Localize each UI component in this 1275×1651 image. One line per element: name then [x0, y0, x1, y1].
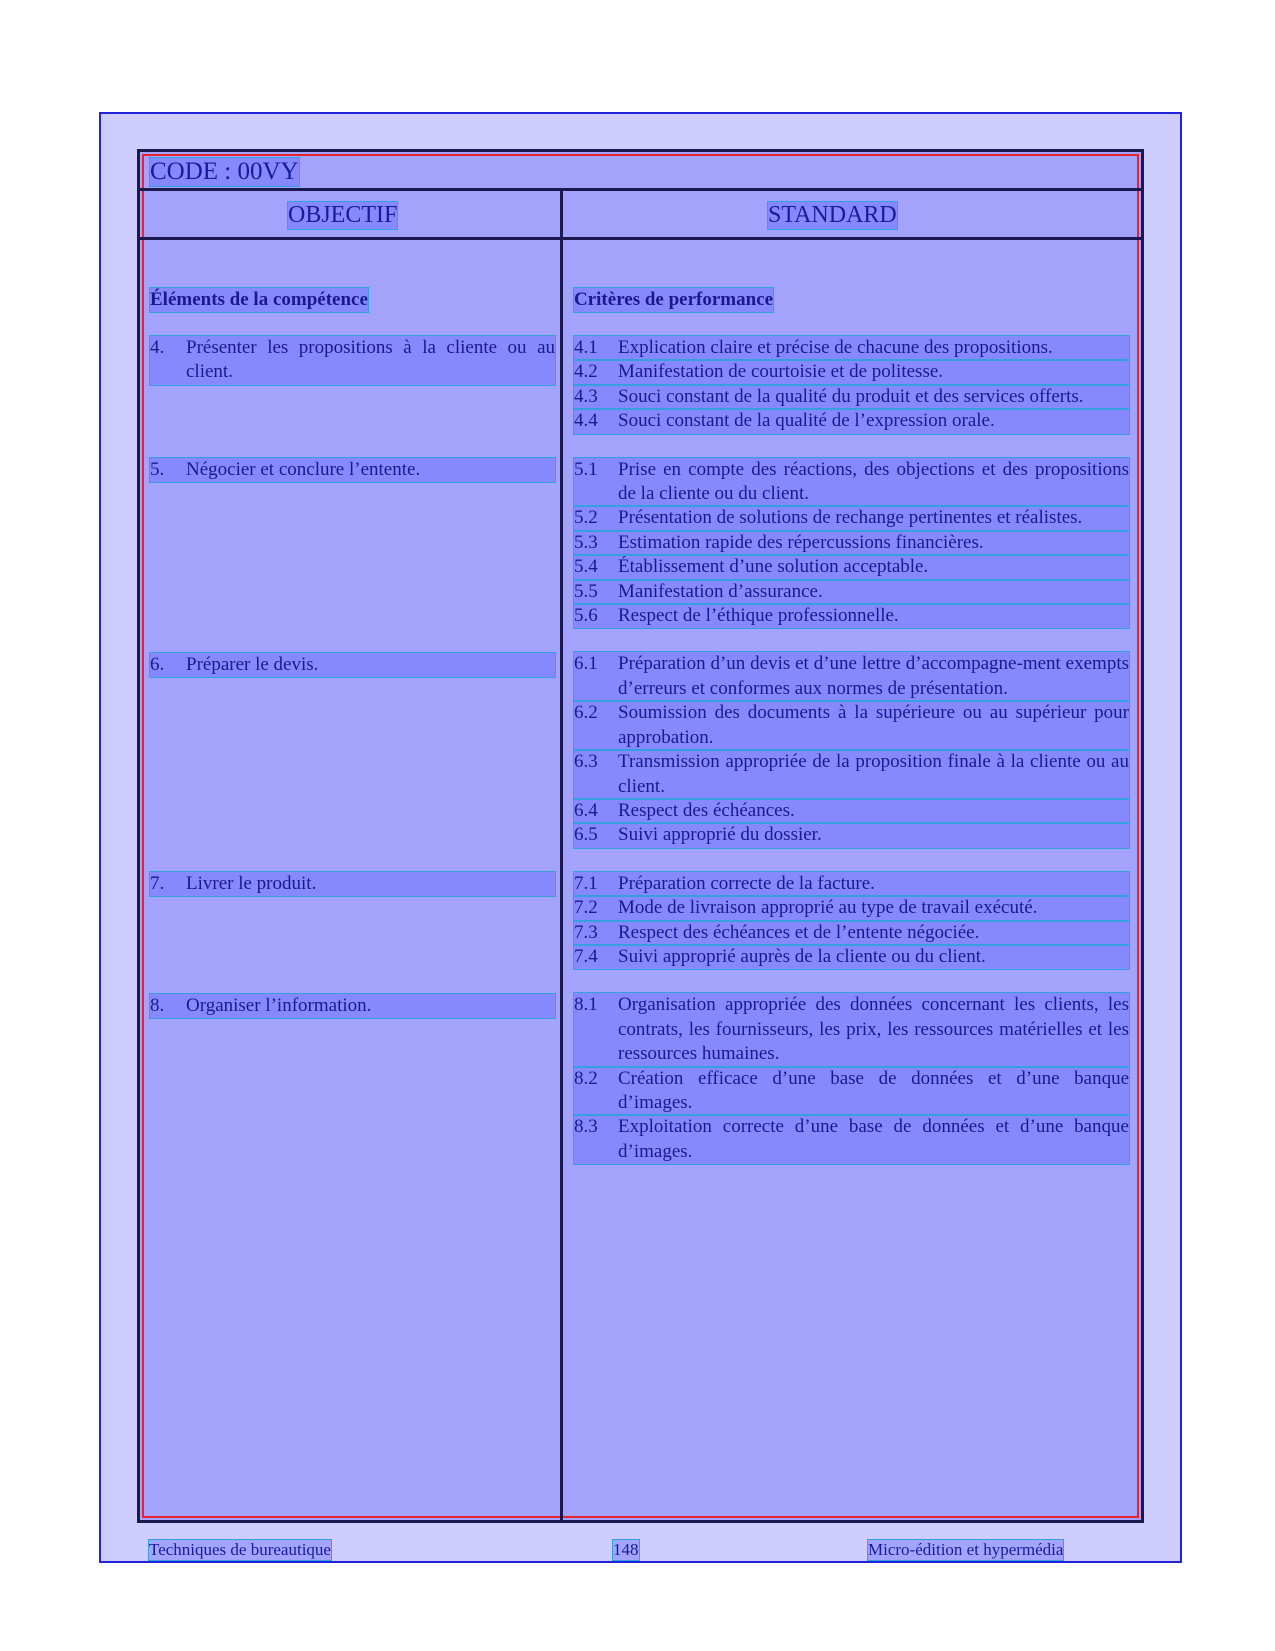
criteria-group [574, 652, 1129, 847]
criterion-text: Estimation rapide des répercussions financières. [618, 531, 984, 553]
criterion-item [574, 652, 1129, 701]
criterion-text: Suivi approprié du dossier. [618, 824, 822, 846]
criterion-text: Respect des échéances. [618, 799, 795, 821]
criterion-text: Soumission des documents à la supérieure ou au supérieur pour approbation. [618, 702, 1129, 748]
table-divider-header [140, 237, 1141, 240]
element-group [150, 653, 555, 848]
element-text: Présenter les propositions à la cliente ou au client. [186, 337, 555, 383]
footer-right: Micro-édition et hypermédia [868, 1540, 1064, 1559]
criterion-item [574, 604, 1129, 628]
criterion-text: Explication claire et précise de chacune des propositions. [618, 337, 1053, 358]
criterion-item [574, 1067, 1129, 1116]
element-item [150, 458, 555, 482]
criterion-item [574, 506, 1129, 530]
header-objective: OBJECTIF [288, 202, 398, 228]
criterion-item [574, 799, 1129, 823]
criterion-item [574, 896, 1129, 920]
criterion-text: Souci constant de la qualité du produit et des services offerts. [618, 385, 1084, 407]
criterion-item [574, 993, 1129, 1066]
criteria-title: Critères de performance [574, 289, 774, 310]
criterion-text: Suivi approprié auprès de la cliente ou du client. [618, 945, 986, 967]
footer-left: Techniques de bureautique [149, 1540, 331, 1559]
criterion-text: Création efficace d’une base de données et d’une banque d’images. [618, 1067, 1129, 1113]
criteria-column [574, 288, 1129, 1188]
criterion-text: Respect de l’éthique professionnelle. [618, 605, 899, 627]
element-item [150, 872, 555, 896]
criterion-number: 5.4 [574, 556, 598, 578]
criterion-text: Mode de livraison approprié au type de travail exécuté. [618, 897, 1038, 919]
header-standard: STANDARD [768, 202, 897, 228]
criterion-text: Préparation d’un devis et d’une lettre d’accompagne-ment exempts d’erreurs et conformes aux normes de présentation. [618, 653, 1129, 699]
criterion-item [574, 1115, 1129, 1164]
table-divider-top [140, 188, 1141, 191]
criterion-number: 6.3 [574, 751, 598, 773]
criterion-text: Préparation correcte de la facture. [618, 872, 875, 894]
criterion-text: Manifestation d’assurance. [618, 580, 823, 602]
criterion-text: Prise en compte des réactions, des objections et des propositions de la cliente ou du client. [618, 458, 1129, 505]
element-item [150, 653, 555, 677]
criterion-number: 7.3 [574, 921, 598, 943]
criterion-number: 4.1 [574, 337, 598, 358]
criterion-item [574, 921, 1129, 945]
element-text: Négocier et conclure l’entente. [186, 459, 421, 480]
criterion-number: 7.4 [574, 945, 598, 967]
elements-title: Éléments de la compétence [150, 289, 368, 310]
element-group [150, 994, 555, 1165]
criterion-number: 7.1 [574, 872, 598, 894]
criterion-item [574, 555, 1129, 579]
criterion-number: 5.1 [574, 458, 598, 480]
element-item [150, 994, 555, 1018]
criterion-text: Exploitation correcte d’une base de données et d’une banque d’images. [618, 1116, 1129, 1162]
criterion-item [574, 360, 1129, 384]
column-divider [560, 191, 563, 1520]
criterion-number: 6.1 [574, 653, 598, 675]
element-group [150, 458, 555, 629]
criterion-item [574, 385, 1129, 409]
element-text: Livrer le produit. [186, 873, 317, 894]
criterion-text: Manifestation de courtoisie et de politesse. [618, 361, 944, 383]
criteria-group [574, 872, 1129, 970]
criterion-number: 8.1 [574, 994, 598, 1016]
criterion-item [574, 580, 1129, 604]
elements-column [150, 288, 555, 1189]
element-number: 6. [150, 654, 165, 675]
element-group [150, 872, 555, 970]
criterion-item [574, 872, 1129, 896]
competency-table [137, 149, 1144, 1523]
criterion-item [574, 750, 1129, 799]
criterion-text: Présentation de solutions de rechange pertinentes et réalistes. [618, 507, 1083, 529]
criterion-text: Transmission appropriée de la proposition finale à la cliente ou au client. [618, 751, 1129, 797]
criterion-item [574, 945, 1129, 969]
criterion-text: Organisation appropriée des données concernant les clients, les contrats, les fournisseurs, les prix, les ressources matérielles et les ressources humaines. [618, 994, 1129, 1065]
criterion-number: 6.2 [574, 702, 598, 724]
criterion-item [574, 409, 1129, 433]
criterion-number: 4.3 [574, 385, 598, 407]
element-text: Préparer le devis. [186, 654, 319, 675]
element-number: 7. [150, 873, 165, 894]
criterion-item [574, 531, 1129, 555]
criteria-group [574, 458, 1129, 629]
criterion-item [574, 336, 1129, 360]
element-number: 5. [150, 459, 165, 480]
element-item [150, 336, 555, 385]
criterion-text: Souci constant de la qualité de l’expression orale. [618, 410, 995, 432]
criterion-number: 7.2 [574, 897, 598, 919]
criterion-item [574, 458, 1129, 507]
criterion-number: 6.4 [574, 799, 598, 821]
footer-page-number: 148 [613, 1540, 639, 1559]
element-number: 4. [150, 337, 165, 358]
criterion-number: 4.2 [574, 361, 598, 383]
element-number: 8. [150, 995, 165, 1016]
criteria-group [574, 993, 1129, 1164]
criterion-number: 5.2 [574, 507, 598, 529]
criterion-number: 5.6 [574, 605, 598, 627]
criterion-number: 5.5 [574, 580, 598, 602]
criterion-number: 4.4 [574, 410, 598, 432]
criterion-text: Établissement d’une solution acceptable. [618, 556, 929, 578]
element-group [150, 336, 555, 434]
code-label: CODE : 00VY [150, 158, 299, 185]
criterion-item [574, 701, 1129, 750]
criterion-number: 8.3 [574, 1116, 598, 1138]
criterion-number: 8.2 [574, 1067, 598, 1089]
criterion-text: Respect des échéances et de l’entente négociée. [618, 921, 980, 943]
element-text: Organiser l’information. [186, 995, 372, 1016]
criterion-number: 5.3 [574, 531, 598, 553]
criteria-group [574, 336, 1129, 434]
criterion-item [574, 823, 1129, 847]
criterion-number: 6.5 [574, 824, 598, 846]
